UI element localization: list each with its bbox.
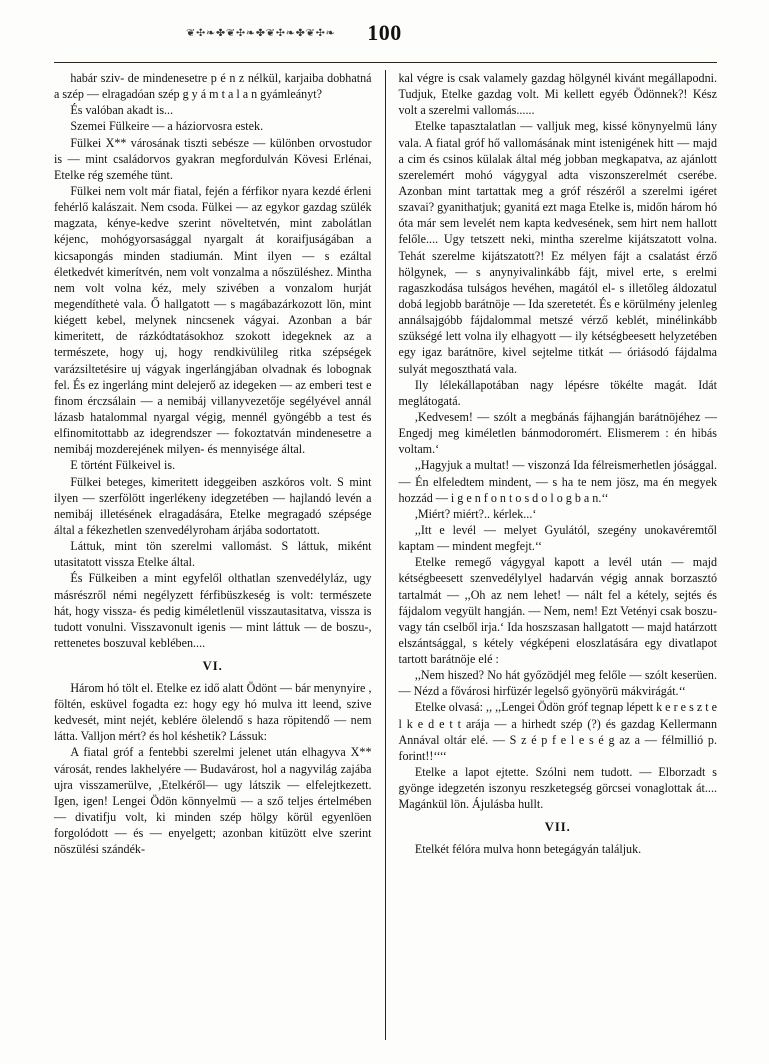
paragraph: kal végre is csak valamely gazdag hölgynél kivánt megállapodni. Tudjuk, Etelke gazdag volt. Mi kellett egyéb Ödönnek?! Kész volt a szerelmi vallomás...... (398, 71, 717, 118)
paragraph: ,,Itt e levél — melyet Gyulától, szegény unokavéremtől kaptam — mindent megfejt.‘‘ (398, 522, 717, 554)
paragraph: Láttuk, mint tön szerelmi vallomást. S láttuk, miként utasitatott vissza Etelke által. (54, 539, 372, 570)
paragraph: Három hó tölt el. Etelke ez idő alatt Ödönt — bár menynyire , föltén, esküvel fogadta ez: hogy egy hó mulva itt leend, szive kedvesét, mint nejét, keblére ölelendő s haza röpitendő — nem látta. Valljon mért? és hol késhetik? Lássuk: (54, 680, 372, 744)
left-column (54, 70, 386, 1040)
header-rule (54, 62, 717, 63)
paragraph: Ily lélekállapotában nagy lépésre tökélte magát. Idát meglátogatá. (398, 377, 717, 408)
paragraph: Fülkei X** városának tiszti sebésze — különben orvostudor is — mint családorvos gyakran megfordulván Kövesi Erlénai, Etelke rég szeméhe tünt. (54, 135, 372, 182)
text-columns (54, 70, 717, 1040)
paragraph: Szemei Fülkeire — a háziorvosra estek. (70, 119, 264, 134)
paragraph: E történt Fülkeivel is. (70, 458, 176, 473)
paragraph: És Fülkeiben a mint egyfelől olthatlan szenvedélyláz, ugy másrészről némi negélyzett férfibüszkeség is volt: természete hát, hogy vissza- és pedig kiméletlenül visszautasitatva, vissza is tudott vonulni. Visszavonult igenis — mint láttuk — de boszu-, rettenetes boszuval keblében.... (54, 571, 372, 650)
paragraph: Etelke a lapot ejtette. Szólni nem tudott. — Elborzadt s gyönge idegzetén iszonyu reszketegség görcsei vonaglottak át.... Magánkül lön. Ájulásba hullt. (398, 765, 717, 812)
paragraph: És valóban akadt is... (70, 103, 174, 118)
paragraph: Fülkei nem volt már fiatal, fején a férfikor nyara kezdé érleni fehérlő kalászait. Nem csoda. Fülkei — az egykor gazdag szülék magzata, kénye-kedve szerint növeltetvén, mint zabolátlan kéjenc, mohógyorsasággal nyargalt át koraifjuságában a kicsapongás minden stadiumán. Mint ilyen — s ezáltal életkedvét kimerítvén, nem volt vonzalma a nőszüléshez. Mintha nem volt volna kéz, mely szivében a vonzalom hurját megendíthetė vala. Ő hallgatott — s magábazárkozott lön, mint kiégett kebel, melynek nincsenek vágyai. Azonban a bár kimeritett, de rázkódtatásokhoz szokott idegeknek az a természete, hogy uj, hogy rendkivülileg ritka szépségek varázsiltetésire uj vágyak ingerlángjában olvadnak és lobognak fel. És ez ingerláng mint delejerő az idegeken — az emberi test e finom érczsálain — a nemibáj villanyvezetője segélyével annál lázasb hatalommal nyargal végig, mennél gyöngébb a test és elfinomitottabb az idegrendszer — fokoztatván mindenesetre a nemibáj mozderejének milyen- és mennyisége által. (54, 183, 372, 457)
right-column (386, 70, 718, 1040)
ornament-decoration: ❦ ✣ ❧ ✤ ❦ ✣ ❧ ✤ ❦ ✣ ❧ ✤ ❦ ✣ ❧ (186, 28, 334, 39)
paragraph: A fiatal gróf a fentebbi szerelmi jelenet után elhagyva X** városát, rendes lakhelyére — Budavárost, hol a nagyvilág zajába ujra visszamerülve, ,Etelkéről— ugy látszik — elfelejtkezett. Igen, igen! Lengei Ödön könnyelmü — a sző teljes értelmében — divatifju volt, ki minden szép hölgy körül egyenlöen forgolódott — és — enyelgett; azonban kitüzött elve szerint nöszülési szándék- (54, 745, 372, 857)
paragraph: ,Miért? miért?.. kérlek...‘ (414, 506, 537, 521)
paragraph: Etelke tapasztalatlan — valljuk meg, kissé könynyelmü lány vala. A fiatal gróf hő vallomásának mint istenigének hitt — majd a cim és csinos külalak által még jobban megkapatva, az ajánlott szerelemért mohó vágygyal adta viszonszerelmét cserébe. Azonban mint tartattak meg a gróf részéről a szerelmi igéret szavai? gyanithatjuk; gyanitá ezt maga Etelke is, midőn három hó óta már sem levelét nem kapta kedvesének, sem hirt nem hallott felőle.... Ugy tetszett neki, mintha szerelme kijátszatott volna. Tehát szerelme kijátszatott?! Ez mélyen fájt a csalatást érző hölgynek, — s anynyivalinkább fájt, mivel erte, s erelmi ragaszkodása tulságos hevéhen, magától el- s illetőleg áldozatul dobá legjobb barátnöje — Ida szeretetét. És e körülmény jelenleg annálsajgóbb fájdalommal metszé vérző keblét, minélinkább szükségé lett volna ily elhagyott — ily kétségbeesett helyzetében egy igaz barátnöre, kivel sejtelme titkát — óriásodó fájdalma sulyát megoszthatá vala. (398, 119, 717, 376)
paragraph: ,,Nem hiszed? No hát győzödjél meg felőle — szólt keserüen. — Nézd a fővárosi hirfüzér legelső gyönyörü mákvirágát.‘‘ (398, 668, 717, 699)
paragraph: ,Kedvesem! — szólt a megbánás fájhangján barátnöjéhez — Engedj meg kiméletlen bánmodoromért. Elismerem : én hibás voltam.‘ (398, 409, 717, 457)
chapter-heading: VII. (544, 820, 571, 835)
paragraph: Etelke olvasá: ,, ,,Lengei Ödön gróf tegnap lépett k e r e s z t e l k e d e t t arája — a hirhedt szép (?) és gazdag Kellermann Annával oltár elé. — S z é p f e l e s é g az a — félmillió p. forint!!‘‘‘‘ (398, 700, 717, 763)
paragraph: Etelkét félóra mulva honn betegágyán találjuk. (414, 842, 642, 857)
chapter-heading: VI. (202, 659, 223, 674)
page-number: 100 (367, 20, 402, 45)
page-header (0, 0, 769, 58)
paragraph: Etelke remegő vágygyal kapott a levél után — majd kétségbeesett szenvedélylyel hadarván végig annak borzasztó tartalmát — ,,Oh az nem lehet! — nált fel a kétely, sejtés és fájdalom vegyült hangján. — Nem, nem! Ezt Vetényi csak boszu- vagy tán cselből irja.‘ Ida hoszszasan hallgatott — majd határzott elszántsággal, s kétely végképeni eloszlatására egy divatlapot tartott barátnöje elé : (398, 555, 717, 667)
paragraph: ,,Hagyjuk a multat! — viszonzá Ida félreismerhetlen jósággal. — Én elfeledtem mindent, — s ha te nem jösz, ma én megyek hozzád — i g e n f o n t o s d o l o g b a n.‘‘ (398, 458, 717, 505)
paragraph: habár sziv- de mindenesetre p é n z nélkül, karjaiba dobhatná a szép — elragadóan szép g y á m t a l a n gyámleányt? (54, 71, 372, 102)
paragraph: Fülkei beteges, kimeritett ideggeiben aszkóros volt. S mint ilyen — szerfölött ingerlékeny idegzetében — hajlandó levén a nemibáj illetésének elragadására, Etelke megragadó szépsége által a fékezhetlen szenvedélyroham árjába sodortatott. (54, 474, 372, 537)
